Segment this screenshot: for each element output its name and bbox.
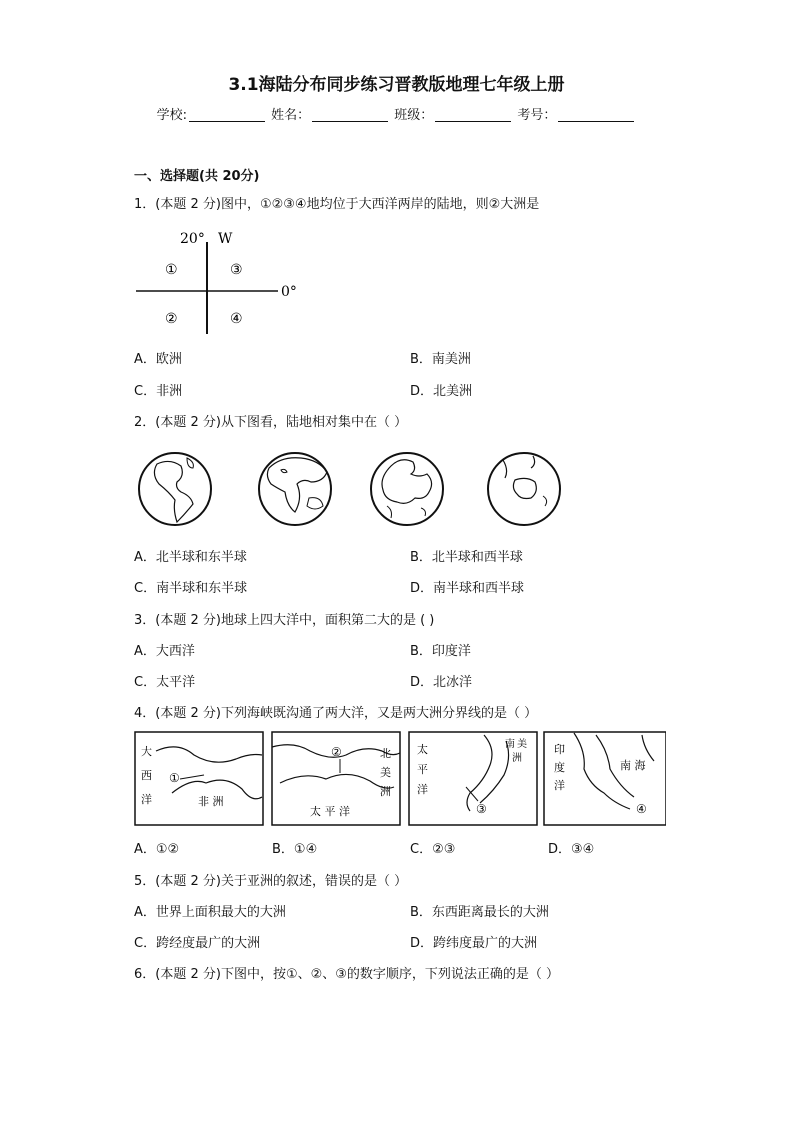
strait-map-4: [544, 732, 666, 825]
quadrant-3: ③: [230, 262, 243, 278]
q5-option-b[interactable]: B．东西距离最长的大洲: [410, 905, 549, 920]
question-3-stem: 3．(本题 2 分)地球上四大洋中，面积第二大的是 ( ): [134, 613, 435, 628]
map3-label: 洋: [417, 783, 428, 796]
q2-hemisphere-figure: [135, 448, 660, 530]
student-info-line: [0, 104, 793, 123]
lon-label: 20°: [180, 231, 205, 247]
school-blank[interactable]: [189, 108, 265, 122]
q4-option-d[interactable]: D．③④: [548, 842, 595, 857]
strait-map-3: [409, 732, 537, 825]
map3-label: 南: [505, 739, 515, 750]
lat-label: 0°: [281, 284, 297, 300]
q3-option-a[interactable]: A．大西洋: [134, 644, 195, 659]
q5-option-d[interactable]: D．跨纬度最广的大洲: [410, 936, 538, 951]
globe-southern-hemisphere: [488, 453, 560, 525]
map2-marker: ②: [331, 745, 342, 759]
map4-marker: ④: [636, 802, 647, 816]
q3-option-c[interactable]: C．太平洋: [134, 675, 196, 690]
q1-option-c[interactable]: C．非洲: [134, 384, 183, 399]
map1-label: 西: [141, 769, 152, 782]
question-2-stem: 2．(本题 2 分)从下图看，陆地相对集中在（ ）: [134, 415, 408, 430]
q4-option-a[interactable]: A．①②: [134, 842, 180, 857]
map3-label: 洲: [512, 753, 522, 764]
q5-option-c[interactable]: C．跨经度最广的大洲: [134, 936, 261, 951]
map4-label: 印: [554, 743, 565, 756]
map1-label: 大: [141, 745, 152, 758]
q1-option-a[interactable]: A．欧洲: [134, 352, 182, 367]
q1-quadrant-figure: [130, 222, 305, 337]
globe-northern-hemisphere: [371, 453, 443, 525]
name-blank[interactable]: [312, 108, 388, 122]
section-title: 一、选择题(共 20分): [134, 169, 260, 184]
question-1-stem: 1．(本题 2 分)图中，①②③④地均位于大西洋两岸的陆地，则②大洲是: [134, 197, 540, 212]
name-label: 姓名：: [271, 108, 311, 123]
number-blank[interactable]: [558, 108, 634, 122]
q1-option-d[interactable]: D．北美洲: [410, 384, 473, 399]
map1-label: 非 洲: [198, 795, 224, 808]
q4-strait-maps: [134, 731, 666, 827]
page-title: 3.1海陆分布同步练习晋教版地理七年级上册: [228, 75, 565, 95]
map2-label: 北: [380, 747, 391, 760]
q4-option-b[interactable]: B．①④: [272, 842, 318, 857]
school-label: 学校:: [156, 108, 187, 123]
q3-option-b[interactable]: B．印度洋: [410, 644, 471, 659]
map3-label: 太: [417, 743, 428, 756]
quadrant-4: ④: [230, 311, 243, 327]
class-blank[interactable]: [435, 108, 511, 122]
q2-option-a[interactable]: A．北半球和东半球: [134, 550, 247, 565]
q5-option-a[interactable]: A．世界上面积最大的大洲: [134, 905, 286, 920]
question-6-stem: 6．(本题 2 分)下图中，按①、②、③的数字顺序，下列说法正确的是（ ）: [134, 967, 560, 982]
strait-map-1: [135, 732, 263, 825]
strait-map-2: [272, 732, 400, 825]
dir-label: W: [218, 231, 233, 247]
q2-option-c[interactable]: C．南半球和东半球: [134, 581, 248, 596]
map3-label: 美: [517, 739, 527, 750]
map1-label: 洋: [141, 793, 152, 806]
q2-option-d[interactable]: D．南半球和西半球: [410, 581, 525, 596]
question-4-stem: 4．(本题 2 分)下列海峡既沟通了两大洋，又是两大洲分界线的是（ ）: [134, 706, 538, 721]
globe-eastern-hemisphere: [259, 453, 331, 525]
map2-label: 太 平 洋: [310, 805, 350, 818]
map2-label: 洲: [380, 785, 391, 798]
q1-option-b[interactable]: B．南美洲: [410, 352, 471, 367]
quadrant-2: ②: [165, 311, 178, 327]
q2-option-b[interactable]: B．北半球和西半球: [410, 550, 523, 565]
q3-option-d[interactable]: D．北冰洋: [410, 675, 473, 690]
map3-marker: ③: [476, 802, 487, 816]
map2-label: 美: [380, 766, 391, 779]
map3-label: 平: [417, 763, 428, 776]
map1-marker: ①: [169, 771, 180, 785]
map4-label: 度: [554, 761, 565, 774]
quadrant-1: ①: [165, 262, 178, 278]
number-label: 考号：: [517, 108, 557, 123]
q4-option-c[interactable]: C．②③: [410, 842, 456, 857]
globe-western-hemisphere: [139, 453, 211, 525]
map4-label: 洋: [554, 779, 565, 792]
question-5-stem: 5．(本题 2 分)关于亚洲的叙述，错误的是（ ）: [134, 874, 408, 889]
class-label: 班级：: [394, 108, 434, 123]
map4-label: 南 海: [620, 759, 646, 772]
